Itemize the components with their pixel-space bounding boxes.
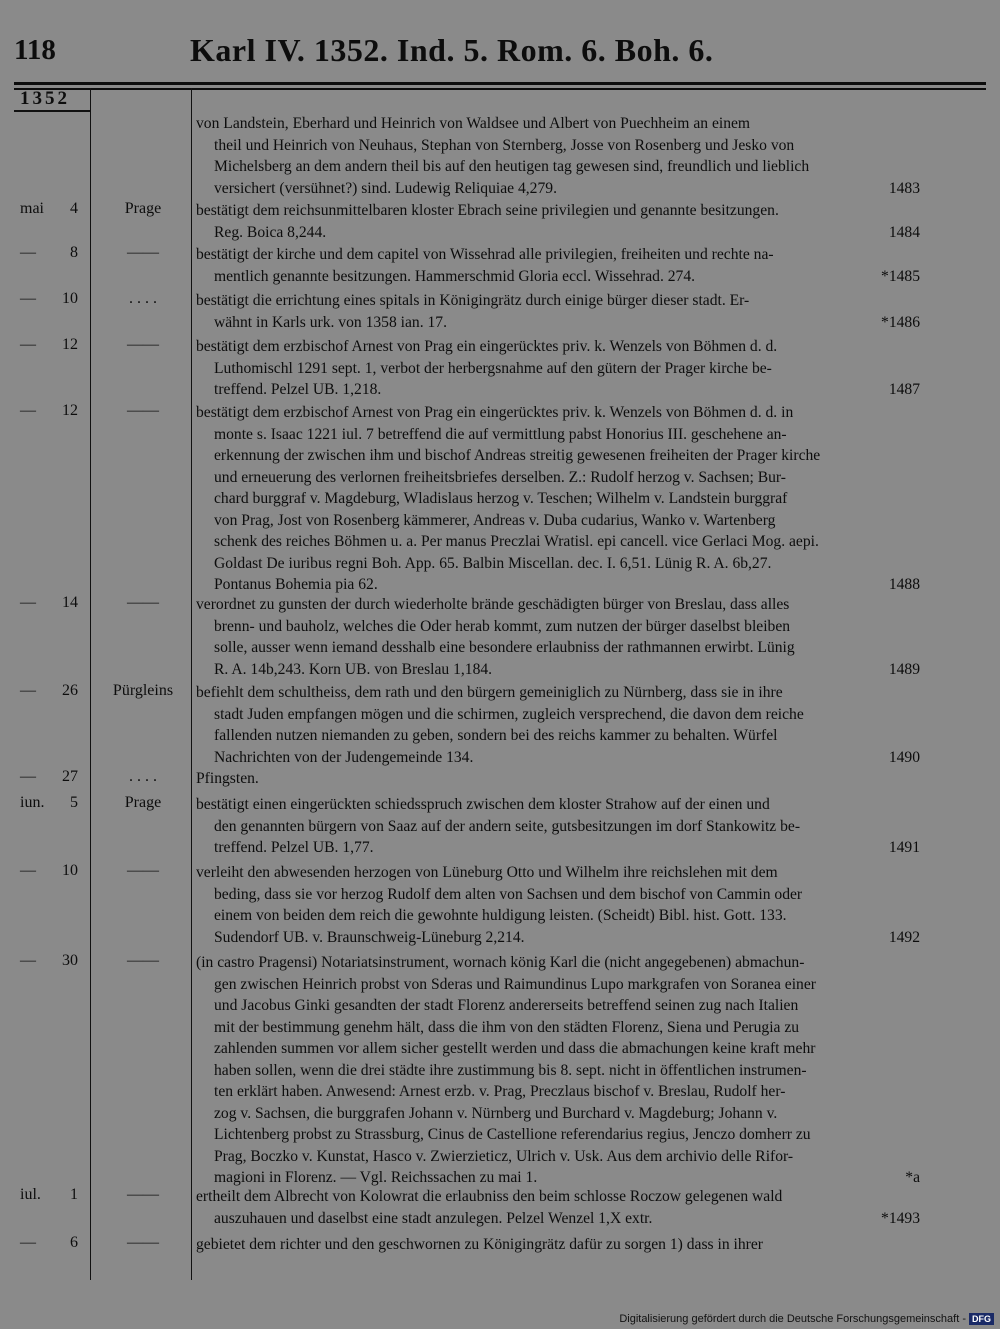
entry-line-text: einem von beiden dem reich die gewohnte huldigung leisten. (Scheidt) Bibl. hist. Gott. 133. bbox=[214, 907, 787, 924]
entry-text bbox=[196, 1234, 920, 1256]
entry-text bbox=[196, 794, 920, 859]
entry-text bbox=[196, 244, 920, 287]
entry-line-text: treffend. Pelzel UB. 1,218. bbox=[214, 381, 382, 398]
entry-month: — bbox=[20, 952, 36, 969]
entry-text bbox=[196, 200, 920, 243]
entry-line-text: magioni in Florenz. — Vgl. Reichssachen zu mai 1. bbox=[214, 1169, 538, 1186]
entry-line bbox=[196, 379, 920, 401]
entry-text bbox=[196, 336, 920, 401]
entry-line-text: Sudendorf UB. v. Braunschweig-Lüneburg 2,214. bbox=[214, 928, 525, 946]
entry-month: — bbox=[20, 336, 36, 353]
entry-line bbox=[196, 1124, 920, 1146]
entry-line bbox=[196, 266, 920, 288]
entry-line bbox=[196, 616, 920, 638]
entry-line-text: Pfingsten. bbox=[196, 770, 259, 787]
entry-day: 6 bbox=[70, 1234, 78, 1251]
entry-day: 5 bbox=[70, 794, 78, 811]
entry-line-text: fallenden nutzen niemanden zu geben, sondern bei des reichs kammer zu behalten. Würfel bbox=[214, 727, 778, 744]
entry-line bbox=[196, 704, 920, 726]
entry-line bbox=[196, 467, 920, 489]
entry-line-text: bestätigt die errichtung eines spitals in Königingrätz durch einige bürger dieser stadt. Er- bbox=[196, 292, 750, 309]
entry-line-text: mit der bestimmung genehm hält, dass die ihm von den städten Florenz, Siena und Perugia zu bbox=[214, 1018, 800, 1036]
entry-day: 4 bbox=[70, 200, 78, 217]
page-title: Karl IV. 1352. Ind. 5. Rom. 6. Boh. 6. bbox=[190, 32, 714, 68]
entry-line bbox=[196, 531, 920, 553]
entry-number: 1484 bbox=[888, 223, 920, 241]
entry-number: *1485 bbox=[881, 267, 920, 285]
entry-line-text: wähnt in Karls urk. von 1358 ian. 17. bbox=[214, 313, 448, 331]
entry-line-text: Reg. Boica 8,244. bbox=[214, 223, 327, 241]
entry-line-text: bestätigt dem reichsunmittelbaren kloster Ebrach seine privilegien und genannte besitzungen. bbox=[196, 202, 779, 219]
entry-day: 8 bbox=[70, 244, 78, 261]
entry-day: 12 bbox=[62, 402, 78, 419]
entry-line bbox=[196, 1146, 920, 1168]
entry-day: 1 bbox=[70, 1186, 78, 1203]
entry-line-text: bestätigt einen eingerückten schiedsspruch zwischen dem kloster Strahow auf der einen und bbox=[196, 796, 770, 813]
entry-line-text: chard burggraf v. Magdeburg, Wladislaus herzog v. Teschen; Wilhelm v. Landstein burggraf bbox=[214, 490, 788, 507]
entry-line bbox=[196, 725, 920, 747]
entry-line-text: mentlich genannte besitzungen. Hammerschmid Gloria eccl. Wissehrad. 274. bbox=[214, 267, 696, 285]
entry-place: —— bbox=[127, 336, 159, 353]
entry-month: — bbox=[20, 682, 36, 699]
entry-line bbox=[196, 974, 920, 996]
entry-line bbox=[196, 312, 920, 334]
entry-line-text: Michelsberg an dem andern theil bis auf den heutigen tag gewesen sind, freundlich und lieblich bbox=[214, 158, 810, 175]
entry-line-text: Goldast De iuribus regni Boh. App. 65. Balbin Miscellan. dec. I. 6,51. Lünig R. A. 6b,27. bbox=[214, 554, 772, 572]
column-divider-date bbox=[90, 88, 91, 1280]
entry-line-text: von Prag, Jost von Rosenberg kämmerer, Andreas v. Duba cudarius, Wanko v. Wartenberg bbox=[214, 511, 776, 529]
header-rule bbox=[14, 82, 986, 85]
entry-line bbox=[196, 794, 920, 816]
entry-day: 14 bbox=[62, 594, 78, 611]
entry-line-text: versichert (versühnet?) sind. Ludewig Reliquiae 4,279. bbox=[214, 179, 557, 197]
year-label: 1352 bbox=[20, 88, 70, 109]
entry-line bbox=[196, 488, 920, 510]
entry-line bbox=[196, 358, 920, 380]
footer-text: Digitalisierung gefördert durch die Deutsche Forschungsgemeinschaft - bbox=[619, 1313, 966, 1325]
entry-number: 1490 bbox=[888, 748, 920, 766]
entry-month: — bbox=[20, 402, 36, 419]
entry-line bbox=[196, 594, 920, 616]
entry-line bbox=[196, 816, 920, 838]
entry-day: 10 bbox=[62, 290, 78, 307]
entry-place: . . . . bbox=[129, 768, 157, 785]
entry-month: — bbox=[20, 290, 36, 307]
entry-number: *1486 bbox=[881, 313, 920, 331]
entry-line bbox=[196, 1038, 920, 1060]
entry-place: —— bbox=[127, 952, 159, 969]
entry-month: — bbox=[20, 244, 36, 261]
entry-month: — bbox=[20, 768, 36, 785]
entry-line bbox=[196, 336, 920, 358]
entry-line bbox=[196, 637, 920, 659]
entry-text bbox=[196, 1186, 920, 1229]
entry-line-text: stadt Juden empfangen mögen und die schirmen, zugleich versprechend, die davon dem reiche bbox=[214, 705, 804, 723]
entry-line bbox=[196, 1186, 920, 1208]
entry-text bbox=[196, 113, 920, 199]
entry-line-text: Lichtenberg probst zu Strassburg, Cinus de Castellione referendarius regius, Jenczo domherr zu bbox=[214, 1126, 811, 1143]
entry-line bbox=[196, 682, 920, 704]
entry-line-text: ertheilt dem Albrecht von Kolowrat die erlaubniss den beim schlosse Roczow gelegenen wald bbox=[196, 1188, 783, 1205]
entry-line bbox=[196, 1234, 920, 1256]
year-underline bbox=[14, 110, 90, 112]
footer-credit bbox=[619, 1313, 994, 1325]
entry-line bbox=[196, 113, 920, 135]
entry-line bbox=[196, 553, 920, 575]
entry-line-text: bestätigt der kirche und dem capitel von Wissehrad alle privilegien, freiheiten und rechte na- bbox=[196, 246, 774, 263]
entry-line-text: zog v. Sachsen, die burggrafen Johann v. Nürnberg und Burchard v. Magdeburg; Johann v. bbox=[214, 1104, 778, 1122]
entry-line-text: (in castro Pragensi) Notariatsinstrument, wornach könig Karl die (nicht angegebenen) abmachun- bbox=[196, 954, 805, 971]
column-divider-place bbox=[191, 88, 192, 1280]
entry-line bbox=[196, 402, 920, 424]
entry-line-text: auszuhauen und daselbst eine stadt anzulegen. Pelzel Wenzel 1,X extr. bbox=[214, 1209, 653, 1227]
entry-line-text: verleiht den abwesenden herzogen von Lüneburg Otto und Wilhelm ihre reichslehen mit dem bbox=[196, 864, 778, 881]
entry-line bbox=[196, 952, 920, 974]
entry-place: —— bbox=[127, 594, 159, 611]
entry-month: — bbox=[20, 862, 36, 879]
entry-line bbox=[196, 178, 920, 200]
entry-line bbox=[196, 1081, 920, 1103]
entry-line-text: zahlenden summen vor allem sicher gestellt werden und dass die abmachungen keine kraft mehr bbox=[214, 1040, 816, 1057]
entry-text bbox=[196, 862, 920, 948]
entry-line bbox=[196, 905, 920, 927]
entry-text bbox=[196, 594, 920, 680]
entry-place: Pürgleins bbox=[112, 682, 174, 699]
entry-day: 27 bbox=[62, 768, 78, 785]
entry-number: *1493 bbox=[881, 1209, 920, 1227]
entry-line-text: bestätigt dem erzbischof Arnest von Prag ein eingerücktes priv. k. Wenzels von Böhmen d. d. in bbox=[196, 404, 794, 421]
entry-place: —— bbox=[127, 1186, 159, 1203]
entry-line-text: befiehlt dem schultheiss, dem rath und den bürgern gemeiniglich zu Nürnberg, dass sie in ihre bbox=[196, 684, 783, 701]
entry-month: iul. bbox=[20, 1186, 41, 1203]
entry-place: —— bbox=[127, 862, 159, 879]
entry-line bbox=[196, 290, 920, 312]
entry-line bbox=[196, 768, 920, 790]
entry-line-text: Luthomischl 1291 sept. 1, verbot der herbergsnahme auf den gütern der Prager kirche be- bbox=[214, 359, 772, 377]
entry-place: —— bbox=[127, 244, 159, 261]
entry-number: 1488 bbox=[888, 576, 920, 593]
entry-line-text: treffend. Pelzel UB. 1,77. bbox=[214, 839, 374, 856]
entry-line bbox=[196, 574, 920, 596]
entry-place: . . . . bbox=[129, 290, 157, 307]
entry-place: Prage bbox=[124, 794, 162, 811]
entry-text bbox=[196, 402, 920, 596]
entry-line-text: gebietet dem richter und den geschwornen zu Königingrätz dafür zu sorgen 1) dass in ihrer bbox=[196, 1236, 763, 1253]
entry-line bbox=[196, 927, 920, 949]
entry-line-text: von Landstein, Eberhard und Heinrich von Waldsee und Albert von Puechheim an einem bbox=[196, 115, 751, 132]
entry-line bbox=[196, 156, 920, 178]
entry-line-text: schenk des reiches Böhmen u. a. Per manus Preczlai Wratisl. epi cancell. vice Gerlaci Mog. aepi. bbox=[214, 533, 819, 550]
entry-day: 30 bbox=[62, 952, 78, 969]
entry-line-text: solle, ausser wenn iemand desshalb eine besondere erlaubniss der rathmannen erwirbt. Lünig bbox=[214, 639, 795, 656]
entry-line-text: Prag, Boczko v. Kunstat, Hasco v. Zwierzieticz, Ulrich v. Usk. Aus dem archivio delle Rifor- bbox=[214, 1147, 794, 1165]
entry-line-text: Pontanus Bohemia pia 62. bbox=[214, 576, 378, 593]
header-rule-thin bbox=[14, 88, 986, 90]
entry-line bbox=[196, 445, 920, 467]
entry-line-text: und Jacobus Ginki gesandten der stadt Florenz andererseits betreffend seinen zug nach Italien bbox=[214, 997, 799, 1014]
page-number: 118 bbox=[14, 34, 56, 66]
entry-line bbox=[196, 837, 920, 859]
dfg-logo: DFG bbox=[969, 1313, 994, 1325]
entry-line bbox=[196, 1017, 920, 1039]
entry-line bbox=[196, 1208, 920, 1230]
entry-line-text: R. A. 14b,243. Korn UB. von Breslau 1,184. bbox=[214, 660, 493, 678]
entry-month: — bbox=[20, 1234, 36, 1251]
entry-line bbox=[196, 510, 920, 532]
entry-line bbox=[196, 135, 920, 157]
entry-line-text: ten erklärt haben. Anwesend: Arnest erzb. v. Prag, Preczlaus bischof v. Breslau, Rudolf her- bbox=[214, 1083, 786, 1100]
entry-place: —— bbox=[127, 1234, 159, 1251]
entry-place: Prage bbox=[124, 200, 162, 217]
entry-line-text: theil und Heinrich von Neuhaus, Stephan von Sternberg, Josse von Rosenberg und Jesko von bbox=[214, 136, 795, 154]
entry-line bbox=[196, 1060, 920, 1082]
entry-number: 1491 bbox=[888, 839, 920, 856]
entry-line bbox=[196, 747, 920, 769]
entry-text bbox=[196, 768, 920, 790]
entry-line-text: verordnet zu gunsten der durch wiederholte brände geschädigten bürger von Breslau, dass alles bbox=[196, 596, 790, 613]
entry-text bbox=[196, 682, 920, 768]
entry-number: 1483 bbox=[888, 179, 920, 197]
entry-line-text: den genannten bürgern von Saaz auf der andern seite, gutsbesitzungen im dorf Stankowitz be- bbox=[214, 817, 801, 835]
entry-line-text: bestätigt dem erzbischof Arnest von Prag ein eingerücktes priv. k. Wenzels von Böhmen d. d. bbox=[196, 338, 778, 355]
entry-place: —— bbox=[127, 402, 159, 419]
entry-month: iun. bbox=[20, 794, 45, 811]
entry-line-text: monte s. Isaac 1221 iul. 7 betreffend die auf vermittlung pabst Honorius III. geschehene an- bbox=[214, 425, 787, 443]
entry-line bbox=[196, 424, 920, 446]
entry-line bbox=[196, 200, 920, 222]
entry-day: 26 bbox=[62, 682, 78, 699]
entry-line bbox=[196, 995, 920, 1017]
entry-line bbox=[196, 1103, 920, 1125]
entry-line-text: beding, dass sie vor herzog Rudolf dem alten von Sachsen und dem bischof von Cammin oder bbox=[214, 885, 803, 903]
entry-line bbox=[196, 222, 920, 244]
entry-line-text: gen zwischen Heinrich probst von Sderas und Raimundinus Lupo markgrafen von Soranea einer bbox=[214, 975, 816, 993]
entry-number: *a bbox=[905, 1169, 920, 1186]
entry-line-text: erkennung der zwischen ihm und bischof Andreas streitig gewesenen freiheiten der Prager kirche bbox=[214, 447, 821, 464]
entry-day: 10 bbox=[62, 862, 78, 879]
entry-line bbox=[196, 659, 920, 681]
entry-line-text: brenn- und bauholz, welches die Oder herab kommt, zum nutzen der bürger daselbst bleiben bbox=[214, 617, 791, 635]
entry-text bbox=[196, 952, 920, 1189]
entry-line bbox=[196, 862, 920, 884]
entry-line-text: haben sollen, wenn die drei städte ihre zustimmung bis 8. sept. nicht in öffentlichen instrumen- bbox=[214, 1061, 807, 1079]
entry-number: 1492 bbox=[888, 928, 920, 946]
entry-line bbox=[196, 884, 920, 906]
entry-day: 12 bbox=[62, 336, 78, 353]
entry-number: 1487 bbox=[888, 381, 920, 398]
entry-number: 1489 bbox=[888, 660, 920, 678]
entry-month: mai bbox=[20, 200, 44, 217]
entry-text bbox=[196, 290, 920, 333]
entry-line-text: und erneuerung des verlornen freiheitsbriefes derselben. Z.: Rudolf herzog v. Sachsen; Bur- bbox=[214, 468, 786, 486]
entry-line-text: Nachrichten von der Judengemeinde 134. bbox=[214, 748, 474, 766]
entry-line bbox=[196, 244, 920, 266]
entry-month: — bbox=[20, 594, 36, 611]
